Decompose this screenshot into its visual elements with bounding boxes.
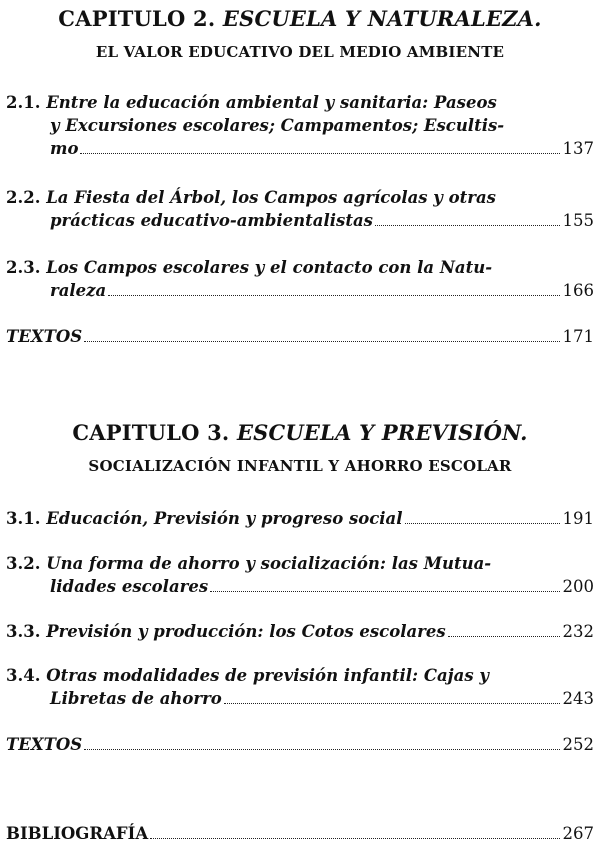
chapter-3-subtitle: SOCIALIZACIÓN INFANTIL Y AHORRO ESCOLAR [88, 457, 512, 475]
toc-entry-bibliography[interactable] [6, 822, 594, 845]
entry-page-number: 137 [562, 139, 594, 158]
entry-number: 3.4. [6, 666, 41, 685]
toc-entry-3-4[interactable] [6, 664, 594, 710]
entry-text-line: lidades escolares [50, 577, 209, 596]
entry-text-line: Educación, Previsión y progreso social [46, 509, 403, 528]
entry-text-line: Una forma de ahorro y socialización: las Mutua- [46, 554, 492, 573]
entry-page-number: 155 [562, 211, 594, 230]
entry-page-number: 232 [562, 622, 594, 641]
entry-text-line: Otras modalidades de previsión infantil: Cajas y [46, 666, 489, 685]
entry-number: 3.2. [6, 554, 41, 573]
toc-entry-3-2[interactable] [6, 552, 594, 598]
entry-page-number: 252 [562, 735, 594, 754]
toc-entry-2-2[interactable] [6, 186, 594, 232]
toc-entry-2-3[interactable] [6, 256, 594, 302]
entry-page-number: 166 [562, 281, 594, 300]
dot-leader [84, 340, 559, 342]
entry-text-line: Previsión y producción: los Cotos escolares [46, 622, 446, 641]
dot-leader [375, 224, 560, 226]
entry-number: 2.1. [6, 93, 41, 112]
entry-text-line: mo [50, 139, 79, 158]
entry-number: 3.3. [6, 622, 41, 641]
entry-text-line: La Fiesta del Árbol, los Campos agrícolas y otras [46, 188, 496, 207]
entry-number: 2.3. [6, 258, 41, 277]
dot-leader [405, 522, 560, 524]
entry-page-number: 200 [562, 577, 594, 596]
dot-leader [210, 590, 559, 592]
entry-number: 2.2. [6, 188, 41, 207]
chapter-2-title-prefix: CAPITULO 2. [58, 6, 216, 31]
chapter-3-title-prefix: CAPITULO 3. [72, 420, 230, 445]
entry-page-number: 191 [562, 509, 594, 528]
entry-text-line: Los Campos escolares y el contacto con la Natu- [46, 258, 493, 277]
entry-text-line: y Excursiones escolares; Campamentos; Escultis- [50, 116, 505, 135]
entry-page-number: 171 [562, 327, 594, 346]
entry-page-number: 243 [562, 689, 594, 708]
dot-leader [448, 635, 560, 637]
entry-number: 3.1. [6, 509, 41, 528]
chapter-2-title-italic: ESCUELA Y NATURALEZA. [222, 6, 542, 31]
dot-leader [84, 748, 559, 750]
dot-leader [80, 152, 559, 154]
dot-leader [150, 837, 559, 839]
entry-text-line: raleza [50, 281, 107, 300]
entry-text-line: TEXTOS [6, 735, 83, 754]
toc-entry-3-3[interactable] [6, 620, 594, 643]
entry-text-line: Libretas de ahorro [50, 689, 222, 708]
chapter-3-title [0, 420, 600, 445]
entry-page-number: 267 [562, 824, 594, 843]
chapter-3-title-italic: ESCUELA Y PREVISIÓN. [236, 420, 528, 445]
toc-entry-3-1[interactable] [6, 507, 594, 530]
entry-text-line: prácticas educativo-ambientalistas [50, 211, 373, 230]
dot-leader [108, 294, 559, 296]
entry-text-line: Entre la educación ambiental y sanitaria: Paseos [46, 93, 497, 112]
chapter-2-title [0, 6, 600, 31]
toc-entry-2-1[interactable] [6, 91, 594, 160]
bibliography-label: BIBLIOGRAFÍA [6, 824, 149, 843]
toc-entry-textos-3[interactable] [6, 733, 594, 756]
chapter-2-subtitle: EL VALOR EDUCATIVO DEL MEDIO AMBIENTE [95, 43, 505, 61]
toc-entry-textos-2[interactable] [6, 325, 594, 348]
entry-text-line: TEXTOS [6, 327, 83, 346]
dot-leader [224, 702, 560, 704]
